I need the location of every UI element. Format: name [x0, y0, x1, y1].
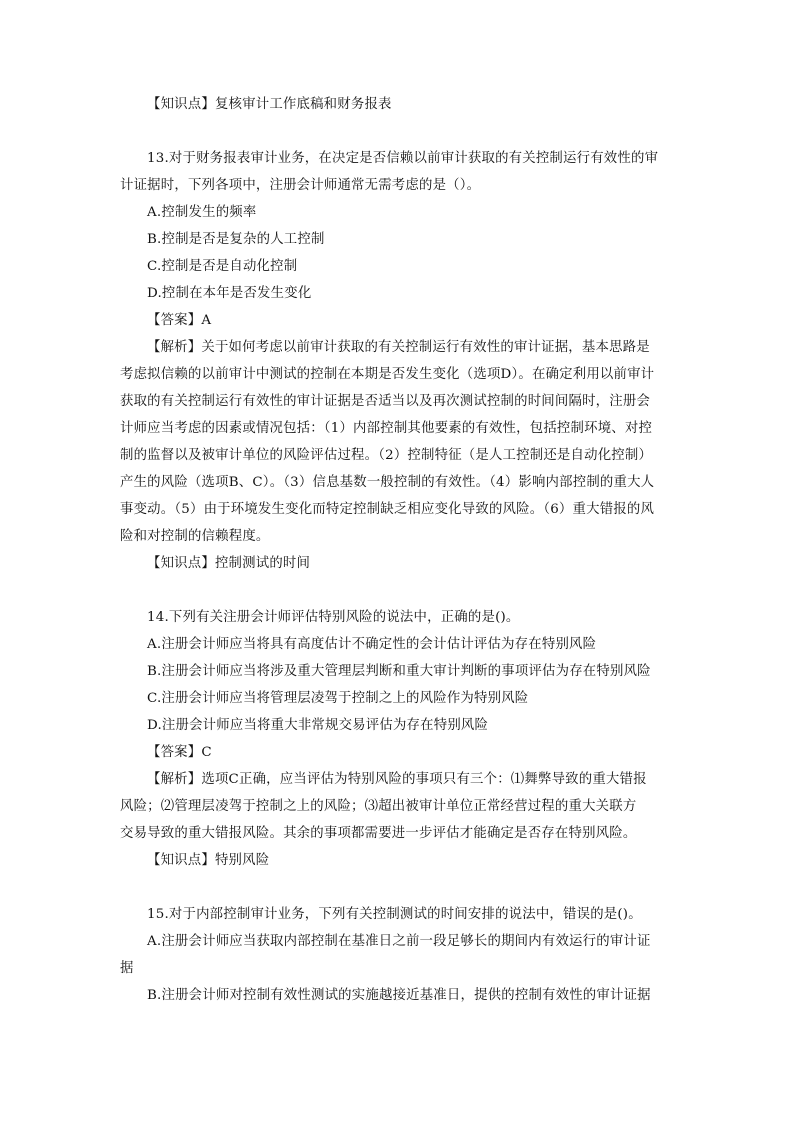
q14-knowledge-point: 【知识点】特别风险: [147, 853, 270, 868]
q13-analysis-line-6: 产生的风险（选项B、C）。（3）信息基数一般控制的有效性。（4）影响内部控制的重大人: [120, 475, 655, 490]
q15-option-a-line-1: A.注册会计师应当获取内部控制在基准日之前一段足够长的期间内有效运行的审计证: [147, 934, 651, 949]
q15-option-b: B.注册会计师对控制有效性测试的实施越接近基准日，提供的控制有效性的审计证据: [147, 988, 651, 1003]
q13-option-c: C.控制是否是自动化控制: [147, 259, 298, 274]
q14-option-c: C.注册会计师应当将管理层凌驾于控制之上的风险作为特别风险: [147, 691, 529, 706]
q14-option-d: D.注册会计师应当将重大非常规交易评估为存在特别风险: [147, 718, 489, 733]
q13-knowledge-point: 【知识点】控制测试的时间: [147, 556, 311, 571]
q13-analysis-line-4: 计师应当考虑的因素或情况包括：（1）内部控制其他要素的有效性，包括控制环境、对控: [120, 421, 653, 436]
q13-analysis-line-5: 制的监督以及被审计单位的风险评估过程。（2）控制特征（是人工控制还是自动化控制）: [120, 448, 653, 463]
q14-option-a: A.注册会计师应当将具有高度估计不确定性的会计估计评估为存在特别风险: [147, 637, 597, 652]
q15-option-a-line-2: 据: [120, 961, 134, 976]
q15-stem: 15.对于内部控制审计业务，下列有关控制测试的时间安排的说法中，错误的是()。: [147, 907, 642, 922]
q13-analysis-line-7: 事变动。（5）由于环境发生变化而特定控制缺乏相应变化导致的风险。（6）重大错报的风: [120, 502, 655, 517]
knowledge-point-prev: 【知识点】复核审计工作底稿和财务报表: [147, 97, 392, 112]
q14-analysis-line-2: 风险；⑵管理层凌驾于控制之上的风险；⑶超出被审计单位正常经营过程的重大关联方: [120, 799, 637, 814]
q13-analysis-line-2: 考虑拟信赖的以前审计中测试的控制在本期是否发生变化（选项D）。在确定利用以前审计: [120, 367, 655, 382]
q14-stem: 14.下列有关注册会计师评估特别风险的说法中，正确的是()。: [147, 610, 520, 625]
q13-analysis-line-8: 险和对控制的信赖程度。: [120, 529, 270, 544]
q14-analysis-line-3: 交易导致的重大错报风险。其余的事项都需要进一步评估才能确定是否存在特别风险。: [120, 826, 637, 841]
q13-stem-line-1: 13.对于财务报表审计业务，在决定是否信赖以前审计获取的有关控制运行有效性的审: [147, 151, 659, 166]
q13-option-d: D.控制在本年是否发生变化: [147, 286, 312, 301]
q13-answer: 【答案】A: [147, 313, 212, 328]
q13-option-b: B.控制是否是复杂的人工控制: [147, 232, 325, 247]
q13-analysis-line-3: 获取的有关控制运行有效性的审计证据是否适当以及再次测试控制的时间间隔时，注册会: [120, 394, 651, 409]
q14-analysis-line-1: 【解析】选项C正确，应当评估为特别风险的事项只有三个：⑴舞弊导致的重大错报: [147, 772, 647, 787]
q13-analysis-line-1: 【解析】关于如何考虑以前审计获取的有关控制运行有效性的审计证据，基本思路是: [147, 340, 650, 355]
q13-option-a: A.控制发生的频率: [147, 205, 257, 220]
q14-option-b: B.注册会计师应当将涉及重大管理层判断和重大审计判断的事项评估为存在特别风险: [147, 664, 651, 679]
q14-answer: 【答案】C: [147, 745, 212, 760]
q13-stem-line-2: 计证据时，下列各项中，注册会计师通常无需考虑的是（）。: [120, 178, 481, 193]
